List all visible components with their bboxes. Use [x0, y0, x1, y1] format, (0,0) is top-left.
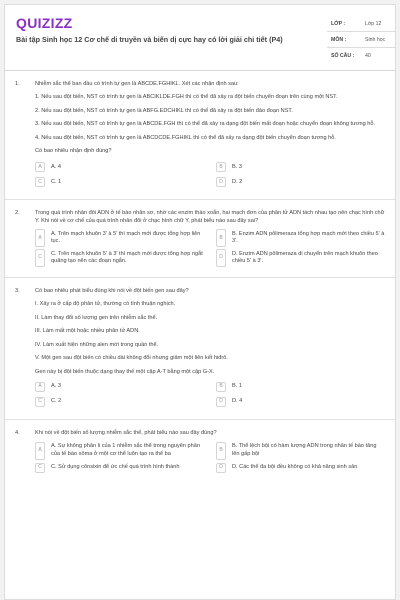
questions-list [5, 81, 396, 473]
option-b[interactable] [216, 443, 385, 457]
option-label: D. [232, 178, 238, 185]
question-ask: Có bao nhiêu nhận định đúng? [35, 148, 112, 155]
statement: 1. Nếu sau đột biến, NST có trình tự gen là ABCIKLDE.FGH thì có thể đã xảy ra đột biến chuyển đoạn trên cùng một NST. [35, 94, 338, 101]
option-letter-box: A [35, 382, 45, 392]
option-text: 3 [57, 383, 61, 390]
option-text: 2 [58, 398, 62, 405]
option-label: B. [232, 443, 238, 450]
statement: 2. Nếu sau đột biến, NST có trình tự gen là ABFG.EDCHIKL thì có thể đã xảy ra đột biến đảo đoạn NST. [35, 107, 293, 114]
option-d[interactable] [216, 463, 385, 473]
option-label: C. [51, 178, 57, 185]
option-c[interactable] [35, 251, 204, 265]
question-number: 4. [15, 429, 20, 436]
meta-row-class [327, 16, 396, 32]
meta-value: 40 [365, 53, 371, 59]
meta-row-subject [327, 32, 396, 48]
option-letter-box: D [216, 463, 226, 473]
option-letter-box: B [216, 162, 226, 172]
option-letter-box: C [35, 249, 45, 267]
question-2 [5, 210, 396, 265]
option-letter-box: C [35, 463, 45, 473]
option-text: 3 [238, 163, 242, 170]
option-label: B. [232, 383, 238, 390]
option-label: B. [232, 163, 238, 170]
meta-row-count [327, 48, 396, 64]
option-d[interactable] [216, 397, 385, 407]
option-letter-box: C [35, 397, 45, 407]
divider [5, 419, 396, 420]
option-label: D. [232, 464, 238, 471]
page-title: Bài tập Sinh học 12 Cơ chế di truyền và biến dị cực hay có lời giải chi tiết (P4) [16, 35, 283, 44]
option-letter-box: D [216, 397, 226, 407]
option-b[interactable] [216, 231, 385, 245]
option-label: D. [232, 250, 238, 257]
option-text: Các thể đa bội đều không có khả năng sinh sản [239, 464, 358, 471]
options-grid [35, 382, 385, 407]
meta-value: Lớp 12 [365, 21, 382, 27]
option-letter-box: A [35, 442, 45, 460]
option-text: Thể lệch bội có hàm lượng ADN trong nhân tế bào tăng lên gấp bội [232, 443, 377, 457]
option-text: Trên mạch khuôn 3' à 5' thì mạch mới được tổng hợp liên tục. [51, 231, 201, 245]
option-b[interactable] [216, 162, 385, 172]
options-grid [35, 443, 385, 472]
statement: IV. Làm xuất hiện những alen mới trong quần thể. [35, 341, 159, 348]
options-grid [35, 231, 385, 265]
option-b[interactable] [216, 382, 385, 392]
statement: III. Làm mất một hoặc nhiều phân tử ADN. [35, 328, 140, 335]
statement: II. Làm thay đổi số lượng gen trên nhiễm sắc thể. [35, 314, 158, 321]
option-a[interactable] [35, 162, 204, 172]
quizizz-logo: QUIZIZZ [16, 15, 73, 31]
option-letter-box: B [216, 382, 226, 392]
option-text: Sử dụng cônsixin để ức chế quá trình hình thành [58, 464, 180, 471]
option-letter-box: C [35, 177, 45, 187]
option-label: A. [51, 443, 57, 450]
question-4 [5, 430, 396, 473]
option-label: B. [232, 231, 238, 238]
option-a[interactable] [35, 382, 204, 392]
question-number: 3. [15, 288, 20, 295]
meta-value: Sinh học [365, 37, 386, 43]
question-text: Trong quá trình nhân đôi ADN ở tế bào nhân sơ, nhờ các enzim tháo xoắn, hai mạch đơn của phân tử ADN tách nhau tạo nên chạc hình chữ Y. Khi nói về cơ chế của quá trình nhân đôi ở chạc hình chữ Y, phát biểu nào sau đây sai? [35, 210, 385, 224]
option-letter-box: A [35, 162, 45, 172]
option-a[interactable] [35, 443, 204, 457]
question-1 [5, 81, 396, 187]
option-letter-box: D [216, 177, 226, 187]
option-label: A. [51, 383, 57, 390]
option-d[interactable] [216, 251, 385, 265]
option-text: 4 [57, 163, 61, 170]
option-label: C. [51, 398, 57, 405]
question-number: 2. [15, 210, 20, 217]
option-letter-box: B [216, 229, 226, 247]
option-text: Enzim ADN pôlimeraza tổng hợp mạch mới theo chiều 5' à 3'. [232, 231, 385, 245]
meta-key: LỚP : [331, 21, 346, 27]
option-label: A. [51, 231, 57, 238]
divider [5, 277, 396, 278]
options-grid [35, 162, 385, 187]
option-d[interactable] [216, 177, 385, 187]
option-c[interactable] [35, 397, 204, 407]
option-text: 4 [239, 398, 243, 405]
statement: V. Một gen sau đột biến có chiều dài không đổi nhưng giảm một liên kết hiđrô. [35, 355, 228, 362]
option-text: 1 [238, 383, 242, 390]
question-text: Có bao nhiêu phát biểu đúng khi nói về đột biến gen sau đây? [35, 288, 189, 295]
option-label: C. [51, 250, 57, 257]
statement: 3. Nếu sau đột biến, NST có trình tự gen là ABCDE.FGH thì có thể đã xảy ra dạng đột biến mất đoạn hoặc chuyển đoạn không tương hỗ. [35, 121, 376, 128]
option-text: Enzim ADN pôlimeraza di chuyển trên mạch khuôn theo chiều 5' à 3'. [232, 250, 378, 264]
worksheet-header [5, 5, 395, 71]
statement: 4. Nếu sau đột biến, NST có trình tự gen là ABCDCDE.FGHIKL thì có thể đã xảy ra dạng đột biến chuyển đoạn tương hỗ. [35, 134, 336, 141]
meta-table [327, 16, 396, 64]
meta-key: MÔN : [331, 37, 347, 43]
option-c[interactable] [35, 177, 204, 187]
statement: Gen này bị đột biến thuộc dạng thay thế một cặp A-T bằng một cặp G-X. [35, 368, 215, 375]
meta-key: SỐ CÂU : [331, 53, 355, 59]
option-label: C. [51, 464, 57, 471]
question-3 [5, 288, 396, 407]
option-letter-box: A [35, 229, 45, 247]
option-label: A. [51, 163, 57, 170]
option-c[interactable] [35, 463, 204, 473]
option-text: 1 [58, 178, 62, 185]
option-text: Sự không phân li của 1 nhiễm sắc thể trong nguyên phân của tế bào xôma ở một cơ thể luôn tạo ra thể ba [51, 443, 200, 457]
option-label: D. [232, 398, 238, 405]
option-a[interactable] [35, 231, 204, 245]
option-text: Trên mạch khuôn 5' à 3' thì mạch mới được tổng hợp ngắt quãng tạo nên các đoạn ngắn. [51, 250, 203, 264]
option-text: 2 [239, 178, 243, 185]
worksheet-page [4, 4, 396, 600]
divider [5, 199, 396, 200]
statement: I. Xảy ra ở cấp độ phân tử, thường có tính thuận nghịch. [35, 301, 176, 308]
option-letter-box: D [216, 249, 226, 267]
question-text: Khi nói về đột biến số lượng nhiễm sắc thể, phát biểu nào sau đây đúng? [35, 429, 217, 436]
question-text: Nhiễm sắc thể ban đầu có trình tự gen là ABCDE.FGHIKL. Xét các nhận định sau: [35, 81, 239, 87]
question-number: 1. [15, 81, 20, 87]
option-letter-box: B [216, 442, 226, 460]
